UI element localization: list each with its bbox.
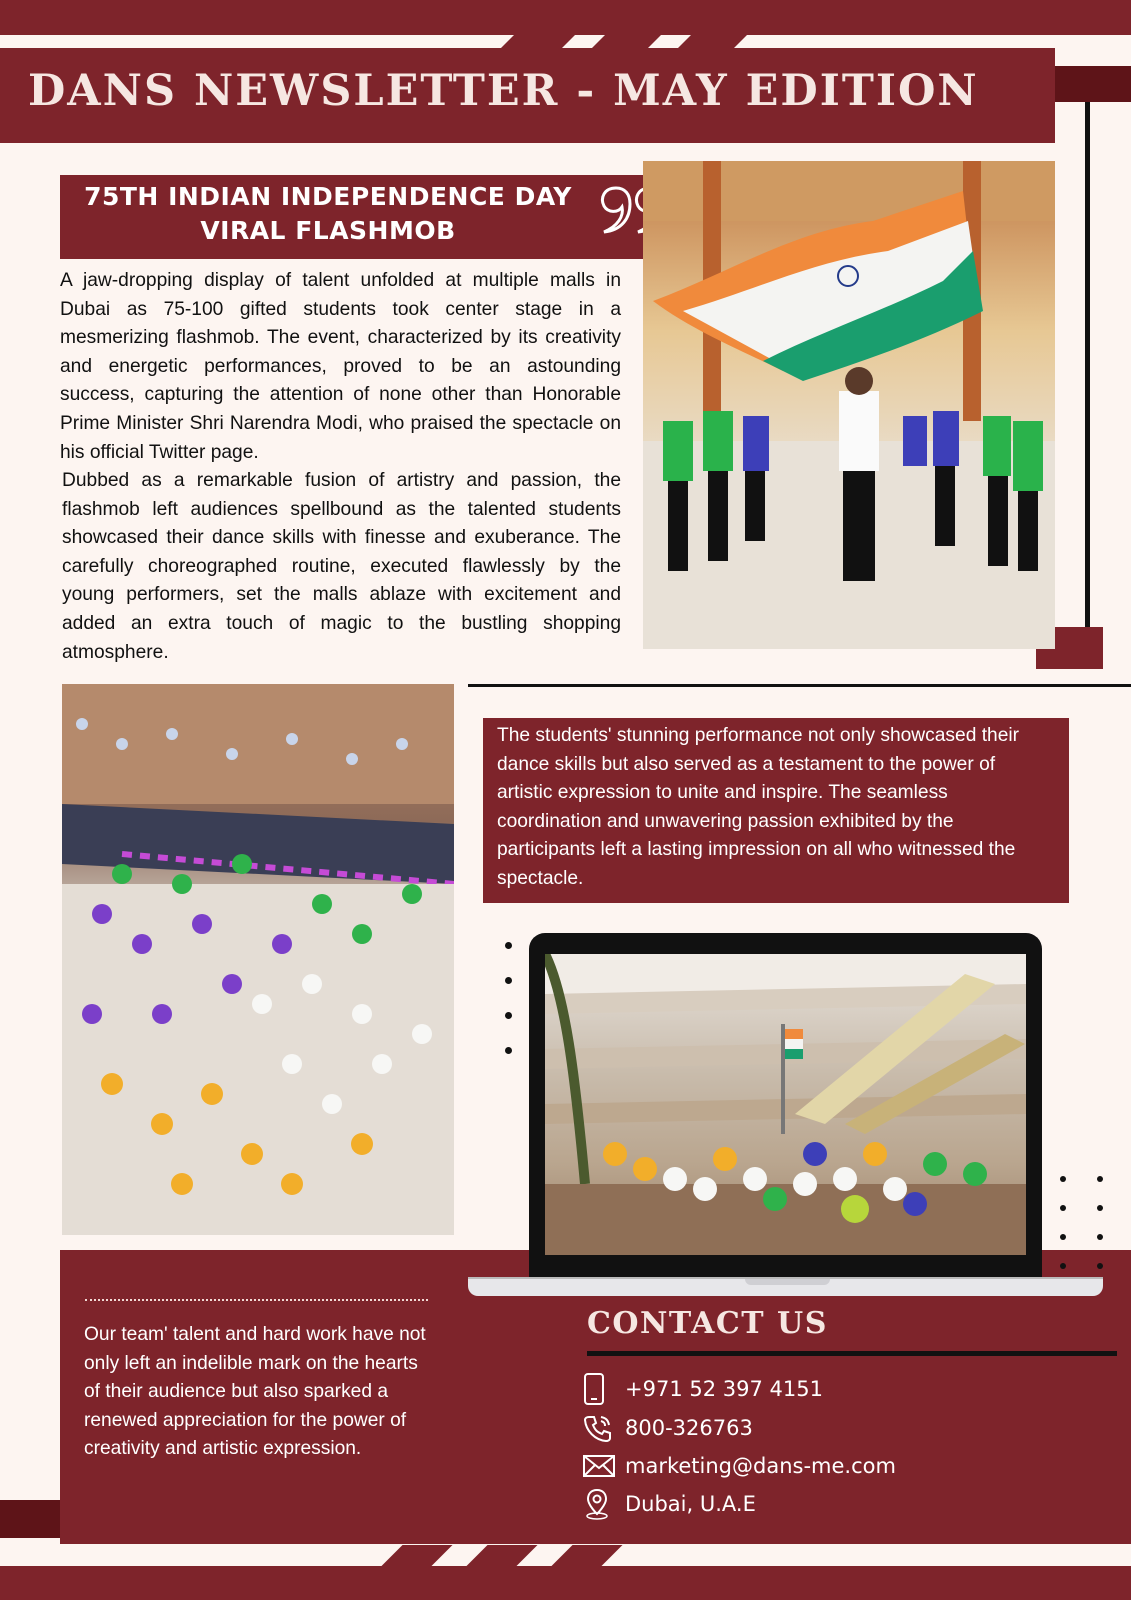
decor-dot [1097, 1263, 1103, 1269]
laptop-notch [745, 1279, 830, 1285]
contact-email[interactable] [583, 1450, 896, 1482]
decor-stripe [677, 35, 747, 49]
location-pin-icon [583, 1488, 617, 1520]
article-paragraph-2: Dubbed as a remarkable fusion of artistry and passion, the flashmob left audiences spellbound as the talented students showcased their dance skills with finesse and exuberance. The carefully choreographed routine, executed flawlessly by the young performers, set the malls ablaze with excitement and added an extra touch of magic to the bustling shopping atmosphere. [62, 470, 621, 663]
decor-dot [1097, 1176, 1103, 1182]
phone-icon [583, 1412, 617, 1444]
top-border-strip [0, 0, 1131, 35]
decor-bullet [505, 977, 512, 984]
decor-stripe [591, 35, 661, 49]
decor-stripe [467, 1545, 538, 1566]
decor-dot [1097, 1205, 1103, 1211]
dotted-divider [85, 1299, 428, 1301]
article-paragraph-1: A jaw-dropping display of talent unfolded at multiple malls in Dubai as 75-100 gifted students took center stage in a mesmerizing flashmob. The event, characterized by its creativity and energetic performances, proved to be an astounding success, capturing the attention of none other than Honorable Prime Minister Shri Narendra Modi, who praised the spectacle on his official Twitter page. [60, 270, 621, 463]
email-icon [583, 1450, 617, 1482]
decor-bullet [505, 1012, 512, 1019]
decor-band [1055, 66, 1131, 102]
decor-bullet [505, 1047, 512, 1054]
decor-left-band [0, 1500, 60, 1538]
decor-stripe [382, 1545, 453, 1566]
contact-email-text: marketing@dans-me.com [625, 1454, 896, 1478]
contact-phone-text: 800-326763 [625, 1416, 753, 1440]
decor-dot [1060, 1205, 1066, 1211]
contact-mobile-text: +971 52 397 4151 [625, 1377, 823, 1401]
highlight-text: The students' stunning performance not only showcased their dance skills but also served as a testament to the power of artistic expression to unite and inspire. The seamless coordination and unwavering passion exhibited by the participants left a lasting impression on all who witnessed the spectacle. [497, 725, 1020, 889]
contact-divider [587, 1351, 1117, 1356]
bottom-border-strip [0, 1566, 1131, 1600]
contact-location-text: Dubai, U.A.E [625, 1492, 756, 1516]
newsletter-title: DANS NEWSLETTER - MAY EDITION [28, 66, 979, 116]
flashmob-crowd-photo [62, 684, 454, 1235]
decor-dot [1060, 1263, 1066, 1269]
article-headline: 75TH INDIAN INDEPENDENCE DAY VIRAL FLASHMOB [84, 182, 572, 245]
decor-stripe [505, 35, 575, 49]
decor-dot [1097, 1234, 1103, 1240]
contact-location[interactable] [583, 1488, 756, 1520]
contact-title: CONTACT US [587, 1306, 828, 1341]
section-divider [468, 684, 1131, 687]
decor-dot [1060, 1234, 1066, 1240]
mobile-phone-icon [583, 1373, 617, 1405]
decor-bullet [505, 942, 512, 949]
closing-paragraph: Our team' talent and hard work have not only left an indelible mark on the hearts of their audience but also sparked a renewed appreciation for the power of creativity and artistic expression. [84, 1324, 426, 1460]
flashmob-flag-photo [643, 161, 1055, 649]
decor-dot [1060, 1176, 1066, 1182]
contact-phone[interactable] [583, 1412, 753, 1444]
decor-stripe [552, 1545, 623, 1566]
decor-vertical-line [1085, 102, 1090, 627]
contact-mobile[interactable] [583, 1373, 823, 1405]
group-photo [545, 954, 1026, 1255]
